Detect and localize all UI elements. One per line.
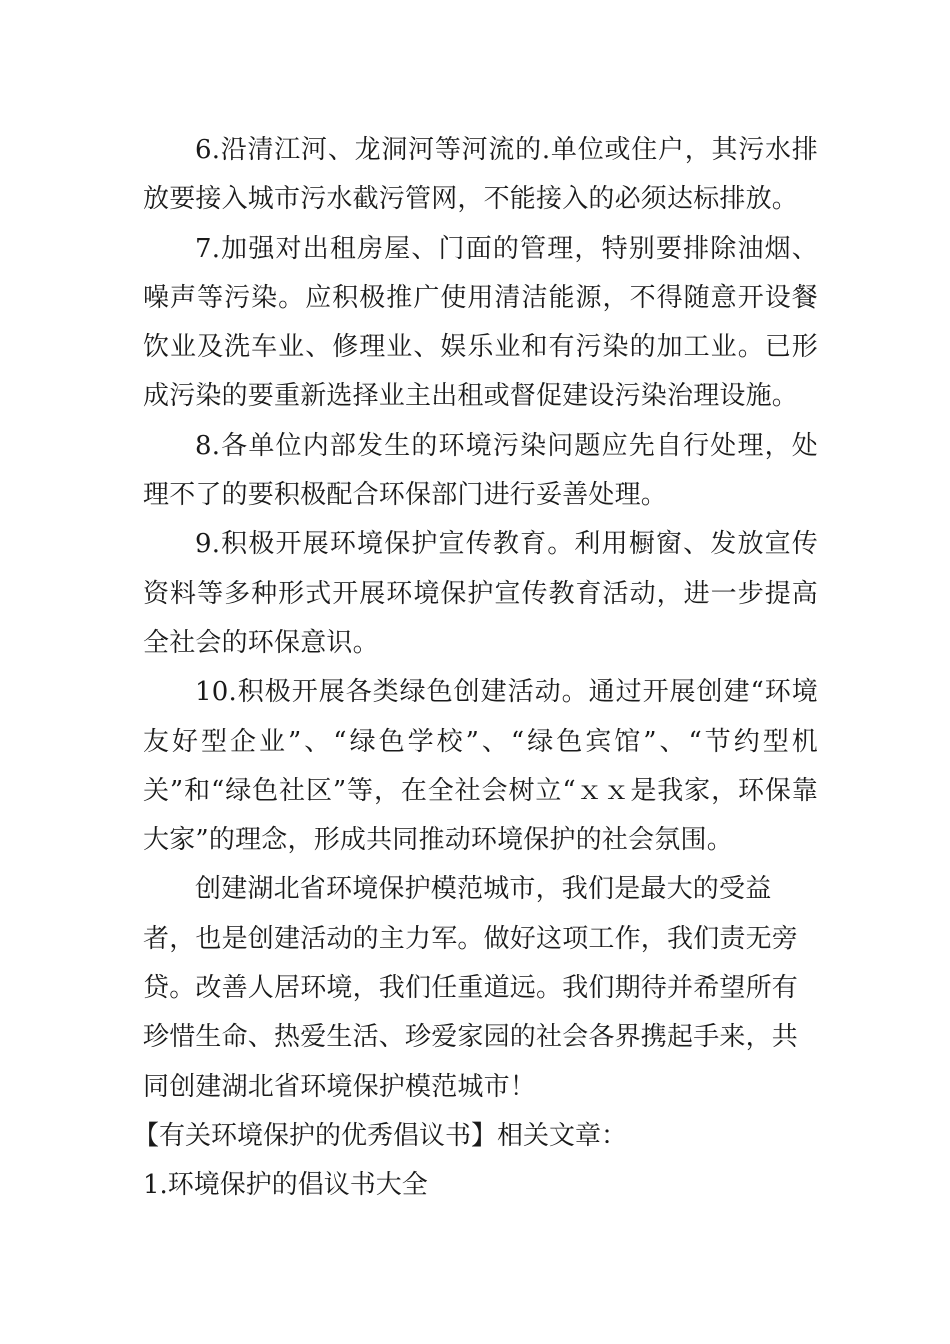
paragraph-item-9: 9.积极开展环境保护宣传教育。利用橱窗、发放宣传资料等多种形式开展环境保护宣传教育活动，进一步提高全社会的环保意识。: [143, 529, 818, 658]
paragraph-item-6: 6.沿清江河、龙洞河等河流的.单位或住户，其污水排放要接入城市污水截污管网，不能接入的必须达标排放。: [143, 135, 818, 215]
document-page: [133, 126, 818, 1211]
related-article-link[interactable]: 1.环境保护的倡议书大全: [143, 1170, 428, 1201]
paragraph-item-10: 10.积极开展各类绿色创建活动。通过开展创建“环境友好型企业”、“绿色学校”、“绿色宾馆”、“节约型机关”和“绿色社区”等，在全社会树立“ｘｘ是我家，环保靠大家”的理念，形成共同推动环境保护的社会氛围。: [143, 677, 818, 856]
closing-paragraph: 创建湖北省环境保护模范城市，我们是最大的受益者，也是创建活动的主力军。做好这项工作，我们责无旁贷。改善人居环境，我们任重道远。我们期待并希望所有珍惜生命、热爱生活、珍爱家园的社会各界携起手来，共同创建湖北省环境保护模范城市！: [143, 874, 799, 1102]
paragraph-item-7: 7.加强对出租房屋、门面的管理，特别要排除油烟、噪声等污染。应积极推广使用清洁能源，不得随意开设餐饮业及洗车业、修理业、娱乐业和有污染的加工业。已形成污染的要重新选择业主出租或督促建设污染治理设施。: [143, 233, 818, 412]
paragraph-item-8: 8.各单位内部发生的环境污染问题应先自行处理，处理不了的要积极配合环保部门进行妥善处理。: [143, 430, 818, 511]
related-articles-title: 【有关环境保护的优秀倡议书】相关文章：: [133, 1120, 628, 1151]
